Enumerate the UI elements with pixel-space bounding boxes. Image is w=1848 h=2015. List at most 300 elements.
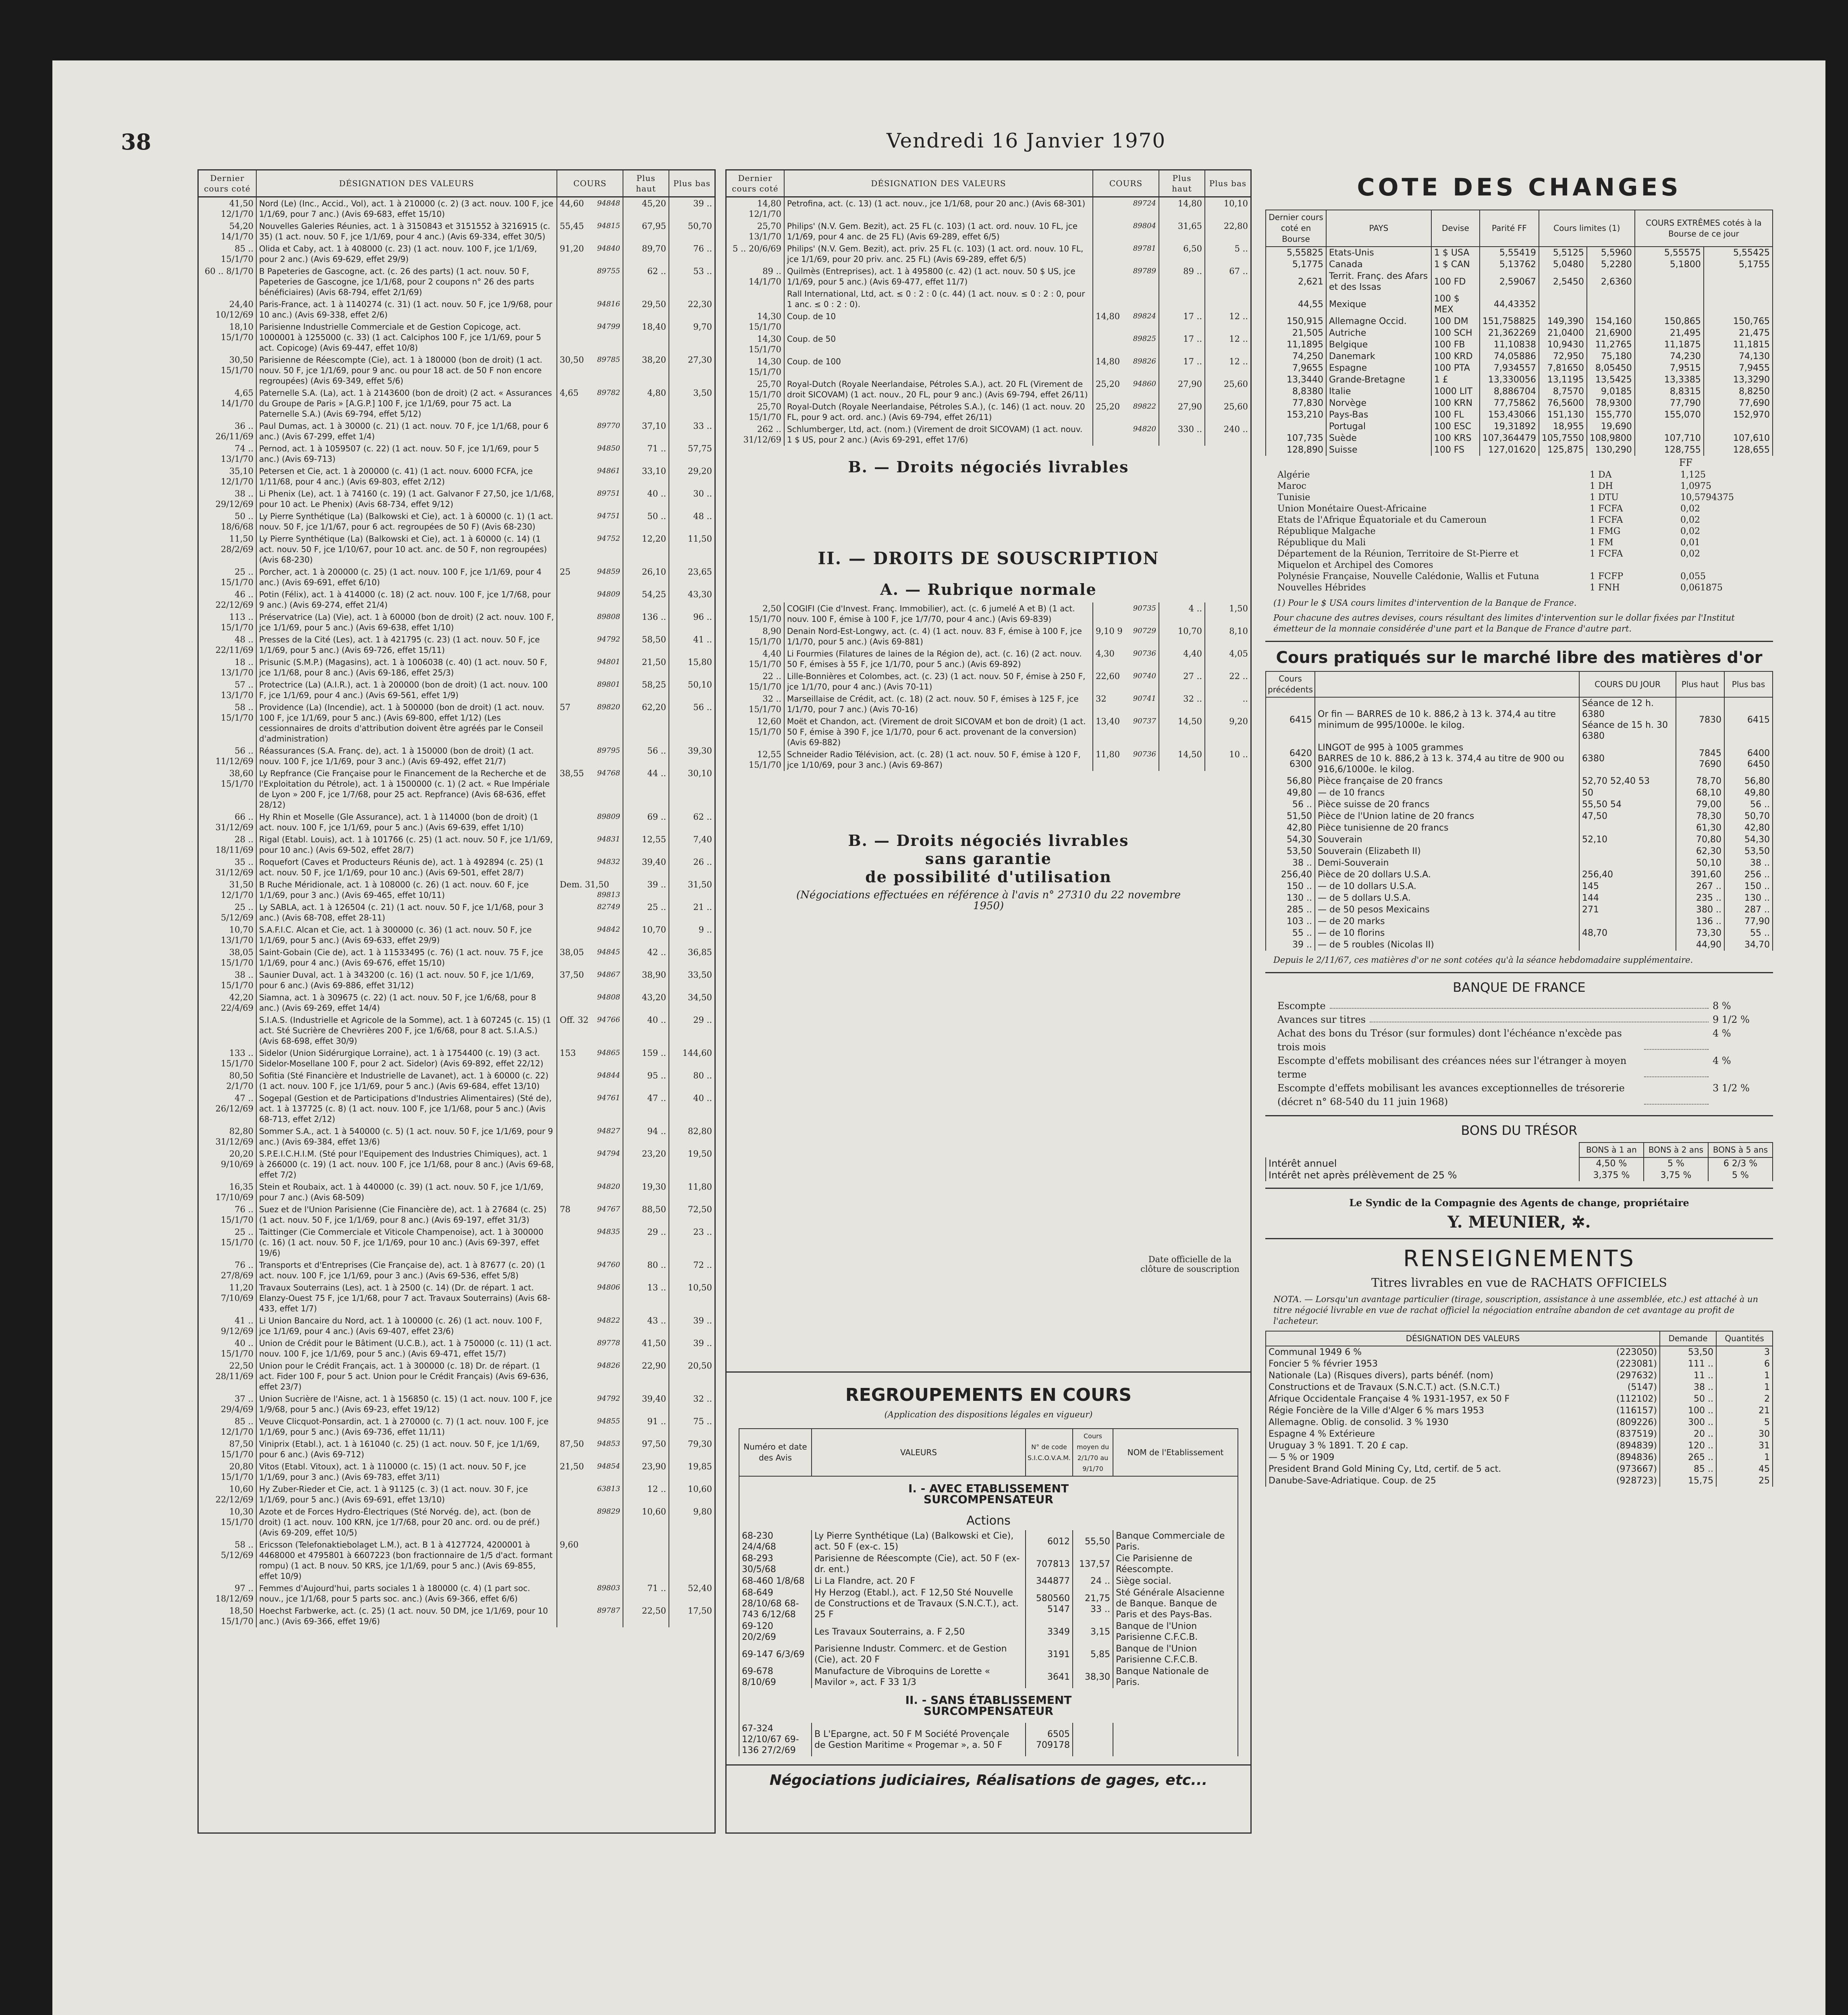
cours-value: 78 bbox=[560, 1205, 571, 1214]
etablissement: Banque de l'Union Parisienne C.F.C.B. bbox=[1113, 1620, 1238, 1643]
rachats-table bbox=[1265, 1331, 1773, 1487]
valeur-designation: Veuve Clicquot-Ponsardin, act. 1 à 270000 (c. 7) (1 act. nouv. 100 F, jce 1/1/69, pour 5 anc.) (Avis 69-736, effet 11/11) bbox=[256, 1415, 557, 1438]
plus-bas: 53 .. bbox=[693, 266, 712, 276]
zone-pays: Département de la Réunion, Territoire de St-Pierre et Miquelon et Archipel des Comores bbox=[1277, 549, 1519, 570]
extreme-haut: 155,070 bbox=[1635, 409, 1704, 421]
plus-haut: 40 .. bbox=[623, 1014, 669, 1047]
cours-cell bbox=[557, 1315, 623, 1337]
cours-cell bbox=[1093, 423, 1159, 446]
parite: 2,59067 bbox=[1480, 270, 1539, 293]
valeur-name: Les Travaux Souterrains, a. F 2,50 bbox=[812, 1620, 1026, 1643]
table-row bbox=[199, 197, 714, 220]
rachat-valeur: Communal 1949 6 % bbox=[1266, 1346, 1594, 1358]
plus-haut: 12,20 bbox=[623, 533, 669, 566]
sicovam-code: 94768 bbox=[597, 769, 620, 777]
plus-haut: 330 .. bbox=[1159, 423, 1205, 446]
cours-cell bbox=[557, 1047, 623, 1070]
dernier-cours: 31,50 12/1/70 bbox=[199, 879, 256, 901]
cours-value: 44,60 bbox=[560, 199, 584, 208]
dernier-cours: 22,50 28/11/69 bbox=[199, 1360, 256, 1393]
ch-head-dernier: Dernier cours coté en Bourse bbox=[1266, 210, 1326, 247]
cours-cell bbox=[557, 265, 623, 298]
head-dernier-cours: Dernier cours coté bbox=[199, 170, 256, 197]
valeur-designation: Suez et de l'Union Parisienne (Cie Financière de), act. 1 à 27684 (c. 25) (1 act. nouv. 50 F, jce 1/1/69, pour 8 anc.) (Avis 69-197, effet 31/3) bbox=[256, 1203, 557, 1226]
table-row bbox=[199, 1582, 714, 1605]
sicovam-code: 89785 bbox=[597, 355, 620, 364]
seance-12h: Séance de 12 h. bbox=[1582, 698, 1654, 708]
limite-haute bbox=[1587, 293, 1635, 316]
cours-cell bbox=[557, 767, 623, 811]
plus-haut: 21,50 bbox=[623, 656, 669, 679]
plus-bas: 25,60 bbox=[1223, 402, 1248, 411]
regroupements-block bbox=[727, 1371, 1250, 1793]
zone-devise: 1 FCFA bbox=[1590, 549, 1623, 559]
rachat-code: (223050) bbox=[1594, 1346, 1660, 1358]
devise: 100 FL bbox=[1431, 409, 1480, 421]
sicovam-code: 94767 bbox=[597, 1205, 620, 1213]
pays: Mexique bbox=[1326, 293, 1431, 316]
ff-label: FF bbox=[1679, 457, 1692, 468]
devise: 100 KRN bbox=[1431, 397, 1480, 409]
rachat-quantite: 5 bbox=[1716, 1417, 1773, 1428]
dernier-cours: 40 .. 15/1/70 bbox=[199, 1337, 256, 1360]
plus-bas: 11,80 bbox=[687, 1182, 712, 1192]
rachat-demande: 20 .. bbox=[1660, 1428, 1716, 1440]
head-plus-bas: Plus bas bbox=[669, 170, 714, 197]
banque-row bbox=[1265, 1013, 1773, 1026]
cours-cell bbox=[557, 420, 623, 442]
banque-row bbox=[1265, 1081, 1773, 1109]
table-row bbox=[727, 423, 1250, 446]
plus-bas: 96 .. bbox=[693, 612, 712, 622]
sicovam-code: 580560 5147 bbox=[1026, 1587, 1073, 1620]
limite-basse: 10,9430 bbox=[1539, 339, 1587, 351]
tresor-body bbox=[1266, 1157, 1773, 1181]
rachat-code: (894839) bbox=[1594, 1440, 1660, 1452]
plus-bas: 22,80 bbox=[1223, 221, 1248, 231]
ch-head-extremes: COURS EXTRÊMES cotés à la Bourse de ce jour bbox=[1635, 210, 1773, 247]
plus-bas: 12 .. bbox=[1229, 357, 1248, 366]
zone-row bbox=[1265, 515, 1773, 526]
plus-bas: 150 .. bbox=[1724, 881, 1773, 892]
zone-devise: 1 FM bbox=[1590, 538, 1613, 548]
or-head-precedents: Cours précédents bbox=[1266, 671, 1315, 697]
section-b-sans-garantie bbox=[727, 831, 1250, 886]
limite-haute: 21,6900 bbox=[1587, 327, 1635, 339]
or-b1-s1: 6380 bbox=[1582, 709, 1605, 719]
table-row bbox=[727, 197, 1250, 220]
cours-jour: 55,50 54 bbox=[1579, 799, 1676, 810]
table-row bbox=[1266, 1463, 1773, 1475]
head-designation: DÉSIGNATION DES VALEURS bbox=[256, 170, 557, 197]
sicovam-code: 90740 bbox=[1133, 672, 1156, 680]
table-row bbox=[1266, 316, 1773, 327]
table-row bbox=[1266, 1370, 1773, 1381]
plus-haut: 47 .. bbox=[623, 1092, 669, 1125]
valeur-name: Li La Flandre, act. 20 F bbox=[812, 1575, 1026, 1587]
limite-haute: 108,9800 bbox=[1587, 432, 1635, 444]
limite-basse: 76,5600 bbox=[1539, 397, 1587, 409]
sicovam-code: 94809 bbox=[597, 590, 620, 598]
table-row bbox=[199, 442, 714, 465]
cours-cell bbox=[557, 1203, 623, 1226]
plus-haut: 23,20 bbox=[623, 1148, 669, 1181]
zone-valeur: 1,0975 bbox=[1680, 481, 1711, 491]
zone-devise: 1 DA bbox=[1590, 470, 1612, 480]
dernier-cours: 82,80 31/12/69 bbox=[199, 1125, 256, 1148]
extreme-haut: 107,710 bbox=[1635, 432, 1704, 444]
cours-cell bbox=[557, 1415, 623, 1438]
sicovam-code: 63813 bbox=[597, 1485, 620, 1493]
section-rubrique-normale: A. — Rubrique normale bbox=[880, 580, 1097, 598]
table-row bbox=[739, 1643, 1238, 1666]
plus-bas: 7,40 bbox=[693, 835, 712, 844]
plus-haut: 14,50 bbox=[1159, 748, 1205, 771]
valeur-designation: Réassurances (S.A. Franç. de), act. 1 à 150000 (bon de droit) (1 act. nouv. 100 F, jce 1/1/69, pour 3 anc.) (Avis 69-492, effet 21/7) bbox=[256, 745, 557, 767]
or-b1-s2: 6380 bbox=[1582, 731, 1605, 741]
banque-label: Achat des bons du Trésor (sur formules) dont l'échéance n'excède pas trois mois bbox=[1277, 1028, 1622, 1053]
valeur-designation: Nord (Le) (Inc., Accid., Vol), act. 1 à 210000 (c. 2) (3 act. nouv. 100 F, jce 1/1/69, pour 7 anc.) (Avis 69-683, effet 15/10) bbox=[256, 197, 557, 220]
table-row bbox=[199, 969, 714, 991]
plus-haut: 17 .. bbox=[1159, 355, 1205, 378]
cours-cell bbox=[557, 1070, 623, 1092]
cours-moyen bbox=[1073, 1723, 1113, 1756]
sicovam-code: 6505 709178 bbox=[1026, 1723, 1073, 1756]
plus-haut: 56 .. bbox=[623, 745, 669, 767]
cours-value: 55,45 bbox=[560, 221, 584, 231]
sicovam-code: 94761 bbox=[597, 1094, 620, 1102]
table-row bbox=[727, 310, 1250, 333]
dernier-cours: 11,20 7/10/69 bbox=[199, 1282, 256, 1315]
valeur-designation: B Papeteries de Gascogne, act. (c. 26 des parts) (1 act. nouv. 50 F, Papeteries de Gascogne, jce 1/1/68, pour 2 coupons n° 26 des parts bénéficiaires) (Avis 68-794, effet 2/1/69) bbox=[256, 265, 557, 298]
plus-haut: 58,25 bbox=[623, 679, 669, 701]
renseignements-subtitle: Titres livrables en vue de RACHATS OFFICIELS bbox=[1371, 1276, 1667, 1290]
dernier-cours: 22 .. 15/1/70 bbox=[727, 670, 784, 693]
plus-haut: 37,10 bbox=[623, 420, 669, 442]
table-row bbox=[1266, 904, 1773, 916]
rachat-code: (809226) bbox=[1594, 1417, 1660, 1428]
plus-bas: 72 .. bbox=[693, 1260, 712, 1270]
valeur-designation: Viniprix (Etabl.), act. 1 à 161040 (c. 25) (1 act. nouv. 50 F, jce 1/1/69, pour 6 anc.) (Avis 69-712) bbox=[256, 1438, 557, 1460]
dernier-cours: 18,50 15/1/70 bbox=[199, 1605, 256, 1627]
plus-haut bbox=[1159, 288, 1205, 310]
pays: Portugal bbox=[1326, 421, 1431, 432]
devise: 1000 LIT bbox=[1431, 386, 1480, 397]
table-row bbox=[199, 1148, 714, 1181]
plus-haut: 62,30 bbox=[1676, 845, 1724, 857]
dernier-cours: 41 .. 9/12/69 bbox=[199, 1315, 256, 1337]
limite-haute: 155,770 bbox=[1587, 409, 1635, 421]
extreme-haut: 150,865 bbox=[1635, 316, 1704, 327]
cours-precedent: 56,80 bbox=[1266, 775, 1315, 787]
dernier-cours: 76 .. 15/1/70 bbox=[199, 1203, 256, 1226]
plus-haut: 12,55 bbox=[623, 833, 669, 856]
valeur-designation: Hy Rhin et Moselle (Gle Assurance), act. 1 à 114000 (bon de droit) (1 act. nouv. 100 F, jce 1/1/69, pour 5 anc.) (Avis 69-639, effet 1/10) bbox=[256, 811, 557, 833]
table-row bbox=[199, 243, 714, 265]
table-row bbox=[1266, 1157, 1773, 1170]
dernier-cours: 58 .. 5/12/69 bbox=[199, 1539, 256, 1582]
dernier-cours: 2,50 15/1/70 bbox=[727, 602, 784, 625]
dernier-cours: 25 .. 15/1/70 bbox=[199, 1226, 256, 1259]
dot-leader bbox=[1644, 1026, 1709, 1050]
sicovam-code: 94760 bbox=[597, 1261, 620, 1269]
table-row bbox=[199, 879, 714, 901]
table-row bbox=[199, 924, 714, 946]
plus-bas: 10,50 bbox=[687, 1283, 712, 1292]
plus-bas: 22,30 bbox=[687, 299, 712, 309]
cours-cell bbox=[1093, 693, 1159, 715]
extreme-haut: 21,495 bbox=[1635, 327, 1704, 339]
middle-valeurs-body bbox=[727, 197, 1250, 446]
right-column bbox=[1265, 169, 1773, 1834]
limite-basse: 72,950 bbox=[1539, 351, 1587, 362]
rg-sec1 bbox=[739, 1476, 1238, 1511]
table-row bbox=[1266, 339, 1773, 351]
plus-haut: 45,20 bbox=[623, 197, 669, 220]
devise: 100 KRS bbox=[1431, 432, 1480, 444]
extreme-haut: 8,8315 bbox=[1635, 386, 1704, 397]
valeur-designation: Denain Nord-Est-Longwy, act. (c. 4) (1 act. nouv. 83 F, émise à 100 F, jce 1/1/70, pour 5 anc.) (Avis 69-881) bbox=[784, 625, 1093, 648]
plus-haut: 73,30 bbox=[1676, 927, 1724, 939]
dot-leader bbox=[1330, 999, 1709, 1009]
cours-value: 22,60 bbox=[1096, 671, 1120, 681]
sicovam-code: 94840 bbox=[597, 244, 620, 253]
b2-line-2: sans garantie bbox=[925, 850, 1052, 868]
valeur-designation: Azote et de Forces Hydro-Électriques (Sté Norvég. de), act. (bon de droit) (1 act. nouv. 100 KRN, jce 1/7/68, pour 20 anc. ord. ou de préf.) (Avis 69-209, effet 10/5) bbox=[256, 1506, 557, 1539]
cours-jour: 52,70 52,40 53 bbox=[1579, 775, 1676, 787]
plus-haut: 136 .. bbox=[1676, 916, 1724, 927]
plus-haut: 89 .. bbox=[1159, 265, 1205, 288]
extreme-bas: 21,475 bbox=[1704, 327, 1773, 339]
dot-leader bbox=[1370, 1013, 1709, 1022]
cours-cell bbox=[1093, 378, 1159, 401]
dernier-cours: 16,35 17/10/69 bbox=[199, 1181, 256, 1203]
plus-haut: 69 .. bbox=[623, 811, 669, 833]
valeur-designation: Paul Dumas, act. 1 à 30000 (c. 21) (1 act. nouv. 70 F, jce 1/1/68, pour 6 anc.) (Avis 67-299, effet 1/4) bbox=[256, 420, 557, 442]
valeur-designation: Petersen et Cie, act. 1 à 200000 (c. 41) (1 act. nouv. 6000 FCFA, jce 1/11/68, pour 4 anc.) (Avis 69-803, effet 2/12) bbox=[256, 465, 557, 488]
valeur-designation: Sogepal (Gestion et de Participations d'Industries Alimentaires) (Sté de), act. 1 à 137725 (c. 8) (1 act. nouv. 100 F, jce 1/1/68, pour 5 anc.) (Avis 68-713, effet 2/12) bbox=[256, 1092, 557, 1125]
zone-row bbox=[1265, 582, 1773, 594]
table-row bbox=[199, 1360, 714, 1393]
extreme-haut bbox=[1635, 421, 1704, 432]
table-row bbox=[727, 693, 1250, 715]
rachat-demande: 53,50 bbox=[1660, 1346, 1716, 1358]
plus-haut: 14,80 bbox=[1159, 197, 1205, 220]
valeur-designation: Saunier Duval, act. 1 à 343200 (c. 16) (1 act. nouv. 50 F, jce 1/1/69, pour 6 anc.) (Avis 69-886, effet 31/12) bbox=[256, 969, 557, 991]
sicovam-code: 89787 bbox=[597, 1606, 620, 1615]
valeur-designation: Providence (La) (Incendie), act. 1 à 500000 (bon de droit) (1 act. nouv. 100 F, jce 1/1/69, pour 5 anc.) (Avis 69-800, effet 1/12) (Les cessionnaires de droits d'attribution doivent être agréés par le Conseil d'administration) bbox=[256, 701, 557, 745]
sicovam-code: 94820 bbox=[1133, 425, 1156, 433]
sicovam-code: 89808 bbox=[597, 613, 620, 621]
plus-bas: 130 .. bbox=[1724, 892, 1773, 904]
table-row bbox=[1266, 293, 1773, 316]
cours-value: 14,80 bbox=[1096, 312, 1120, 321]
table-row bbox=[739, 1530, 1238, 1553]
valeur-designation: Travaux Souterrains (Les), act. 1 à 2500 (c. 14) (Dr. de répart. 1 act. Elanzy-Ouest 75 F, jce 1/1/68, pour 7 act. Travaux Souterrains) (Avis 68-433, effet 1/7) bbox=[256, 1282, 557, 1315]
table-row bbox=[199, 634, 714, 656]
head-plus-haut: Plus haut bbox=[1159, 170, 1205, 197]
plus-bas: 12 .. bbox=[1229, 312, 1248, 321]
sicovam-code: 344877 bbox=[1026, 1575, 1073, 1587]
extreme-bas: 152,970 bbox=[1704, 409, 1773, 421]
sicovam-code: 94766 bbox=[597, 1016, 620, 1024]
rachat-quantite: 1 bbox=[1716, 1381, 1773, 1393]
table-row bbox=[199, 465, 714, 488]
plus-bas: 256 .. bbox=[1724, 869, 1773, 881]
rachat-demande: 85 .. bbox=[1660, 1463, 1716, 1475]
sicovam-code: 6012 bbox=[1026, 1530, 1073, 1553]
pays: Territ. Franç. des Afars et des Issas bbox=[1326, 270, 1431, 293]
extreme-haut: 74,230 bbox=[1635, 351, 1704, 362]
piece-name: Pièce de l'Union latine de 20 francs bbox=[1315, 810, 1579, 822]
rachat-code: (297632) bbox=[1594, 1370, 1660, 1381]
cours-value: 9,60 bbox=[560, 1540, 579, 1550]
table-row bbox=[1266, 1405, 1773, 1417]
limite-basse: 151,130 bbox=[1539, 409, 1587, 421]
dernier-cours: 11,1895 bbox=[1266, 339, 1326, 351]
cours-value: 4,30 bbox=[1096, 649, 1115, 659]
valeur-designation: Schneider Radio Télévision, act. (c. 28) (1 act. nouv. 50 F, émise à 120 F, jce 1/10/69, pour 3 anc.) (Avis 69-867) bbox=[784, 748, 1093, 771]
limite-haute: 19,690 bbox=[1587, 421, 1635, 432]
table-row bbox=[199, 656, 714, 679]
plus-bas: 9 .. bbox=[698, 925, 712, 935]
limite-basse: 105,7550 bbox=[1539, 432, 1587, 444]
limite-basse: 125,875 bbox=[1539, 444, 1587, 456]
dernier-cours: 77,830 bbox=[1266, 397, 1326, 409]
banque-row bbox=[1265, 1026, 1773, 1054]
plus-haut: 4,80 bbox=[623, 387, 669, 420]
table-row bbox=[199, 701, 714, 745]
valeur-designation: Femmes d'Aujourd'hui, parts sociales 1 à 180000 (c. 4) (1 part soc. nouv., jce 1/1/68, pour 5 parts soc. anc.) (Avis 69-366, effet 6/6) bbox=[256, 1582, 557, 1605]
limite-haute: 9,0185 bbox=[1587, 386, 1635, 397]
limite-haute: 78,9300 bbox=[1587, 397, 1635, 409]
dernier-cours: 262 .. 31/12/69 bbox=[727, 423, 784, 446]
etablissement bbox=[1113, 1723, 1238, 1756]
cours-cell bbox=[557, 856, 623, 879]
table-row bbox=[1266, 810, 1773, 822]
sicovam-code: 94826 bbox=[597, 1361, 620, 1370]
or-barres1: BARRES de 10 k. 886,2 à 13 k. 374,4 au titre minimum de 995/1000e. le kilog. bbox=[1318, 709, 1556, 730]
valeur-designation: Li Union Bancaire du Nord, act. 1 à 100000 (c. 26) (1 act. nouv. 100 F, jce 1/1/69, pour 4 anc.) (Avis 69-407, effet 23/6) bbox=[256, 1315, 557, 1337]
plus-bas: 36,85 bbox=[687, 947, 712, 957]
cours-precedent: 285 .. bbox=[1266, 904, 1315, 916]
plus-haut: 41,50 bbox=[623, 1337, 669, 1360]
cours-cell bbox=[557, 1582, 623, 1605]
plus-haut: 380 .. bbox=[1676, 904, 1724, 916]
avis-numero: 69-678 8/10/69 bbox=[739, 1666, 812, 1688]
zone-valeur: 0,02 bbox=[1680, 549, 1700, 559]
sicovam-code: 94820 bbox=[597, 1182, 620, 1191]
table-row bbox=[199, 1539, 714, 1582]
table-row bbox=[199, 946, 714, 969]
cours-moyen: 55,50 bbox=[1073, 1530, 1113, 1553]
cours-cell bbox=[557, 197, 623, 220]
valeur-designation: Porcher, act. 1 à 200000 (c. 25) (1 act. nouv. 100 F, jce 1/1/69, pour 4 anc.) (Avis 69-691, effet 6/10) bbox=[256, 566, 557, 588]
plus-bas: 32 .. bbox=[693, 1394, 712, 1404]
table-row bbox=[1266, 1440, 1773, 1452]
table-row bbox=[727, 243, 1250, 265]
plus-haut: 22,50 bbox=[623, 1605, 669, 1627]
plus-haut: 40 .. bbox=[623, 488, 669, 510]
parite: 5,55419 bbox=[1480, 247, 1539, 259]
dernier-cours: 12,55 15/1/70 bbox=[727, 748, 784, 771]
table-row bbox=[199, 1259, 714, 1282]
limite-basse: 18,955 bbox=[1539, 421, 1587, 432]
banque-list bbox=[1265, 999, 1773, 1109]
cours-cell bbox=[557, 833, 623, 856]
sicovam-code: 707813 bbox=[1026, 1553, 1073, 1575]
plus-bas: 9,80 bbox=[693, 1507, 712, 1516]
table-row bbox=[739, 1666, 1238, 1688]
extreme-bas: 11,1815 bbox=[1704, 339, 1773, 351]
plus-bas: 23,65 bbox=[687, 567, 712, 577]
parite: 153,43066 bbox=[1480, 409, 1539, 421]
limite-basse: 21,0400 bbox=[1539, 327, 1587, 339]
table-row bbox=[727, 288, 1250, 310]
cours-value: 91,20 bbox=[560, 244, 584, 253]
seance-15h30: Séance de 15 h. 30 bbox=[1582, 720, 1668, 730]
rachat-valeur: — 5 % or 1909 bbox=[1266, 1452, 1594, 1463]
limite-basse bbox=[1539, 293, 1587, 316]
plus-haut: 43,20 bbox=[623, 991, 669, 1014]
valeur-designation: Stein et Roubaix, act. 1 à 440000 (c. 39) (1 act. nouv. 50 F, jce 1/1/69, pour 7 anc.) (Avis 68-509) bbox=[256, 1181, 557, 1203]
avis-numero: 69-147 6/3/69 bbox=[739, 1643, 812, 1666]
cours-jour bbox=[1579, 916, 1676, 927]
or-head-blank bbox=[1315, 671, 1579, 697]
sicovam-code: 94815 bbox=[597, 222, 620, 230]
rachat-demande: 111 .. bbox=[1660, 1358, 1716, 1370]
table-row bbox=[199, 833, 714, 856]
zone-pays: Union Monétaire Ouest-Africaine bbox=[1277, 504, 1427, 514]
zone-devise: 1 FMG bbox=[1590, 526, 1621, 536]
dernier-cours bbox=[727, 288, 784, 310]
valeur-designation: Siamna, act. 1 à 309675 (c. 22) (1 act. nouv. 50 F, jce 1/6/68, pour 8 anc.) (Avis 69-269, effet 14/4) bbox=[256, 991, 557, 1014]
dernier-cours: 38,05 15/1/70 bbox=[199, 946, 256, 969]
zone-devise: 1 FCFP bbox=[1590, 571, 1624, 582]
zone-ff-head bbox=[1265, 456, 1773, 469]
rg-sec1-cell bbox=[739, 1476, 1238, 1511]
valeur-designation: Union de Crédit pour le Bâtiment (U.C.B.), act. 1 à 750000 (c. 11) (1 act. nouv. 100 F, jce 1/1/69, pour 5 anc.) (Avis 69-471, effet 15/7) bbox=[256, 1337, 557, 1360]
rachat-valeur: Allemagne. Oblig. de consolid. 3 % 1930 bbox=[1266, 1417, 1594, 1428]
limite-haute: 130,290 bbox=[1587, 444, 1635, 456]
table-row bbox=[199, 991, 714, 1014]
sicovam-code: 89724 bbox=[1133, 199, 1156, 208]
table-row bbox=[199, 566, 714, 588]
rachat-valeur: Nationale (La) (Risques divers), parts bénéf. (nom) bbox=[1266, 1370, 1594, 1381]
sicovam-code: 3641 bbox=[1026, 1666, 1073, 1688]
date-officielle-note: Date officielle de la clôture de souscription bbox=[1140, 1255, 1240, 1274]
zone-pays: République Malgache bbox=[1277, 526, 1376, 536]
sicovam-code: 89755 bbox=[597, 267, 620, 275]
dernier-cours: 30,50 15/1/70 bbox=[199, 354, 256, 387]
cours-value: 21,50 bbox=[560, 1462, 584, 1471]
piece-name: — de 5 dollars U.S.A. bbox=[1315, 892, 1579, 904]
tresor-taux: 3,75 % bbox=[1644, 1170, 1708, 1181]
zone-row bbox=[1265, 492, 1773, 503]
plus-haut: 88,50 bbox=[623, 1203, 669, 1226]
table-row bbox=[1266, 1346, 1773, 1358]
rachat-quantite: 30 bbox=[1716, 1428, 1773, 1440]
limite-haute: 13,5425 bbox=[1587, 374, 1635, 386]
valeur-designation: Préservatrice (La) (Vie), act. 1 à 60000 (bon de droit) (2 act. nouv. 100 F, jce 1/1/69, pour 5 anc.) (Avis 69-638, effet 1/10) bbox=[256, 611, 557, 634]
table-row bbox=[1266, 259, 1773, 270]
plus-haut: 61,30 bbox=[1676, 822, 1724, 834]
sicovam-code: 89803 bbox=[597, 1584, 620, 1592]
page-header bbox=[121, 129, 1765, 161]
pays: Pays-Bas bbox=[1326, 409, 1431, 421]
cours-cell bbox=[557, 991, 623, 1014]
plus-bas: 42,80 bbox=[1724, 822, 1773, 834]
